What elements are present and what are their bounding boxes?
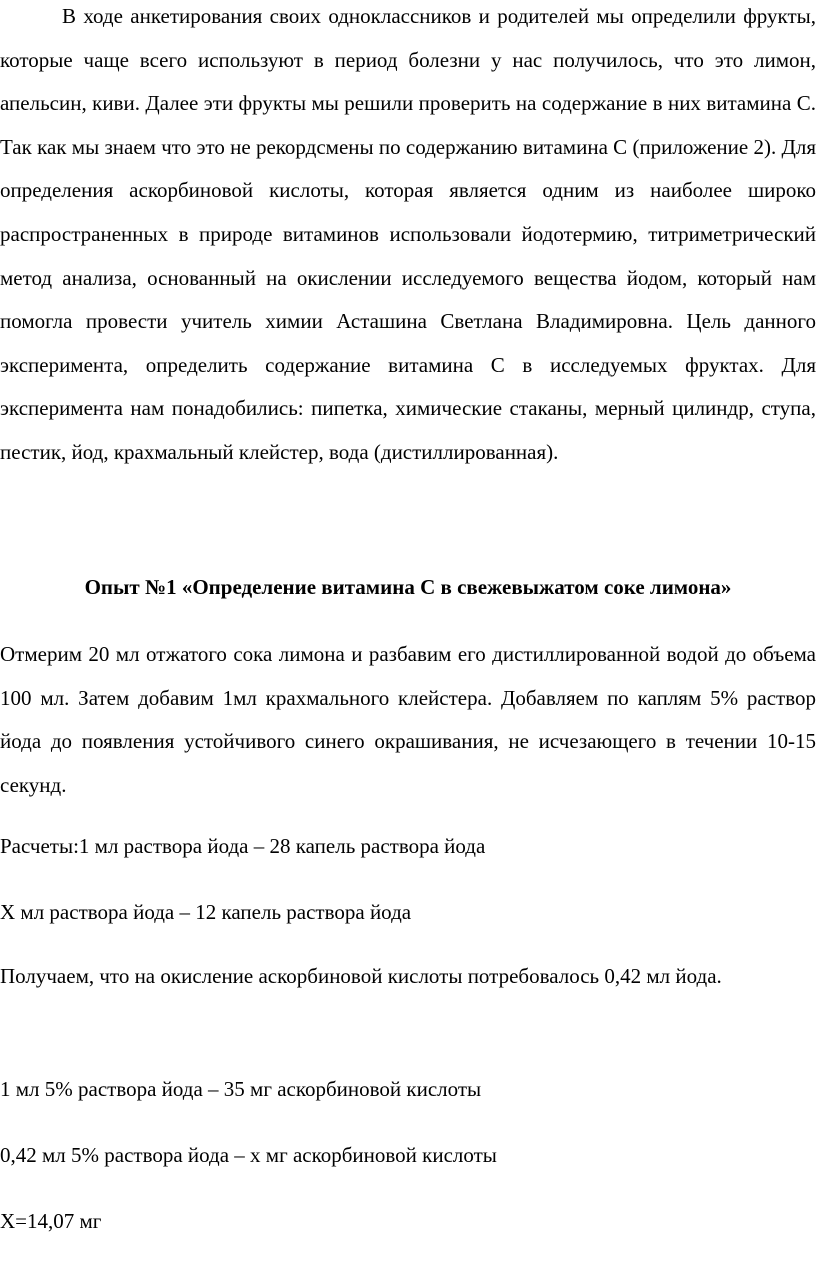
ratio-line-1: 1 мл 5% раствора йода – 35 мг аскорбиновой кислоты [0,1077,482,1101]
procedure-paragraph: Отмерим 20 мл отжатого сока лимона и разбавим его дистиллированной водой до объема 100 мл. Затем добавим 1мл крахмального клейстера. Добавляем по каплям 5% раствор йода до появления устойчивого синего окрашивания, не исчезающего в течении 10-15 секунд. [0,642,816,797]
experiment-heading: Опыт №1 «Определение витамина С в свежевыжатом соке лимона» [84,575,732,599]
calculation-line-2: Х мл раствора йода – 12 капель раствора йода [0,900,412,924]
result-paragraph: Получаем, что на окисление аскорбиновой кислоты потребовалось 0,42 мл йода. [0,964,722,988]
intro-paragraph: В ходе анкетирования своих одноклассников и родителей мы определили фрукты, которые чаще всего используют в период болезни у нас получилось, что это лимон, апельсин, киви. Далее эти фрукты мы решили проверить на содержание в них витамина С. Так как мы знаем что это не рекордсмены по содержанию витамина С (приложение 2). Для определения аскорбиновой кислоты, которая является одним из наиболее широко распространенных в природе витаминов использовали йодотермию, титриметрический метод анализа, основанный на окислении исследуемого вещества йодом, который нам помогла провести учитель химии Асташина Светлана Владимировна. Цель данного эксперимента, определить содержание витамина С в исследуемых фруктах. Для эксперимента нам понадобились: пипетка, химические стаканы, мерный цилиндр, ступа, пестик, йод, крахмальный клейстер, вода (дистиллированная). [0,4,816,464]
calculation-line-1: Расчеты:1 мл раствора йода – 28 капель раствора йода [0,834,486,858]
ratio-line-2: 0,42 мл 5% раствора йода – х мг аскорбиновой кислоты [0,1143,497,1167]
answer-line: Х=14,07 мг [0,1209,102,1233]
